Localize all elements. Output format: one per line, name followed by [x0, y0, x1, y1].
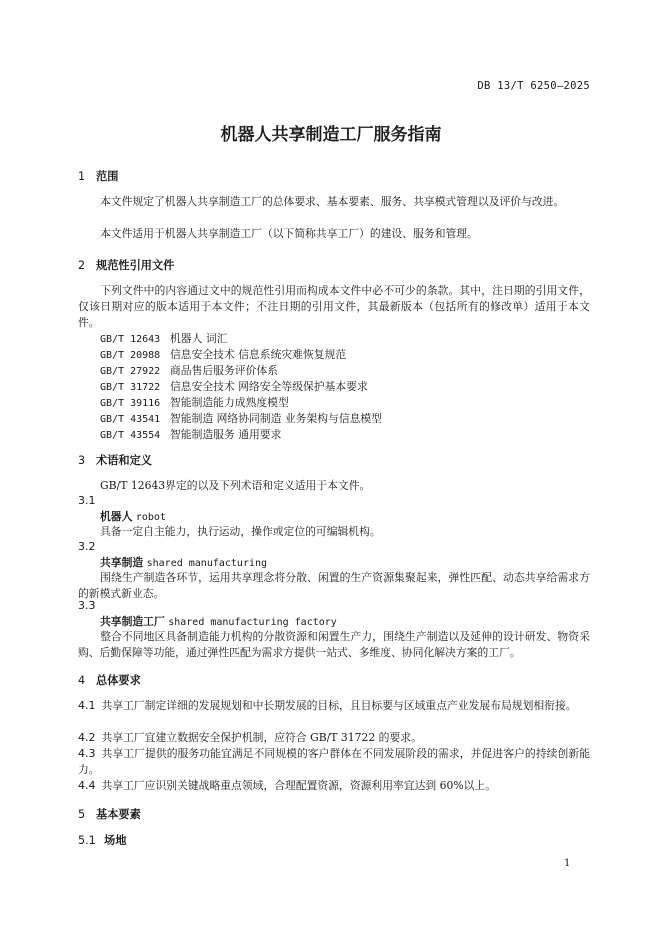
term-number: 3.3 [78, 599, 96, 612]
reference-item [100, 347, 346, 364]
reference-item [100, 379, 368, 396]
clause-item [78, 778, 590, 794]
subsection-title: 场地 [104, 834, 127, 847]
reference-title: 信息安全技术 信息系统灾难恢复规范 [170, 348, 347, 361]
scope-paragraph-1: 本文件规定了机器人共享制造工厂的总体要求、基本要素、服务、共享模式管理以及评价与改进。 [100, 195, 565, 208]
term-definition: 具备一定自主能力，执行运动，操作或定位的可编辑机构。 [100, 525, 381, 538]
clause-text: 共享工厂应识别关键战略重点领域，合理配置资源，资源利用率宜达到 60%以上。 [101, 779, 497, 792]
clause-item [78, 698, 590, 714]
terms-intro: GB/T 12643界定的以及下列术语和定义适用于本文件。 [100, 479, 371, 492]
section-number: 4 [78, 674, 86, 687]
reference-code: GB/T 43554 [100, 430, 161, 441]
normative-intro: 下列文件中的内容通过文中的规范性引用而构成本文件中必不可少的条款。其中，注日期的引用文件，仅该日期对应的版本适用于本文件；不注日期的引用文件，其最新版本（包括所有的修改单）适用于本文件。 [78, 284, 590, 329]
clause-item [78, 730, 590, 746]
term-name: 共享制造 shared manufacturing [100, 556, 268, 569]
section-3-heading [78, 452, 152, 468]
reference-title: 智能制造能力成熟度模型 [170, 396, 289, 409]
clause-text: 共享工厂提供的服务功能宜满足不同规模的客户群体在不同发展阶段的需求，并促进客户的持续创新能力。 [78, 747, 590, 776]
scope-paragraph-2: 本文件适用于机器人共享制造工厂（以下简称共享工厂）的建设、服务和管理。 [100, 227, 478, 240]
clause-text: 共享工厂制定详细的发展规划和中长期发展的目标，且目标要与区域重点产业发展布局规划相衔接。 [101, 699, 577, 712]
section-title: 基本要素 [96, 808, 141, 821]
reference-title: 信息安全技术 网络安全等级保护基本要求 [170, 380, 368, 393]
reference-title: 智能制造 网络协同制造 业务架构与信息模型 [170, 412, 383, 425]
reference-item [100, 363, 278, 380]
term-name: 机器人 robot [100, 510, 166, 523]
clause-number: 4.2 [78, 731, 96, 744]
section-number: 1 [78, 170, 86, 183]
reference-code: GB/T 20988 [100, 350, 161, 361]
reference-item [100, 395, 289, 412]
clause-number: 4.4 [78, 779, 96, 792]
reference-title: 商品售后服务评价体系 [170, 364, 278, 377]
section-number: 2 [78, 259, 86, 272]
section-title: 范围 [96, 170, 119, 183]
reference-item [100, 331, 227, 348]
reference-code: GB/T 27922 [100, 366, 161, 377]
reference-code: GB/T 31722 [100, 382, 161, 393]
reference-code: GB/T 39116 [100, 398, 161, 409]
term-definition: 整合不同地区具备制造能力机构的分散资源和闲置生产力，围绕生产制造以及延伸的设计研发、物资采购、后勤保障等功能，通过弹性匹配为需求方提供一站式、多维度、协同化解决方案的工厂。 [78, 630, 590, 659]
term-number: 3.1 [78, 494, 96, 507]
section-1-heading [78, 168, 118, 184]
reference-title: 智能制造服务 通用要求 [170, 428, 282, 441]
page-title: 机器人共享制造工厂服务指南 [220, 125, 442, 145]
section-number: 5 [78, 808, 86, 821]
section-4-heading [78, 672, 141, 688]
clause-number: 4.3 [78, 747, 96, 760]
term-number: 3.2 [78, 540, 96, 553]
section-number: 3 [78, 454, 86, 467]
term-definition: 围绕生产制造各环节，运用共享理念将分散、闲置的生产资源集聚起来，弹性匹配、动态共享给需求方的新模式新业态。 [78, 571, 590, 600]
section-title: 总体要求 [96, 674, 141, 687]
reference-item [100, 411, 382, 428]
clause-number: 4.1 [78, 699, 96, 712]
section-5-heading [78, 806, 141, 822]
section-title: 术语和定义 [96, 454, 152, 467]
clause-text: 共享工厂宜建立数据安全保护机制，应符合 GB/T 31722 的要求。 [101, 731, 422, 744]
page-number: 1 [564, 858, 571, 869]
subsection-number: 5.1 [78, 834, 96, 847]
clause-item [78, 746, 590, 778]
reference-title: 机器人 词汇 [170, 332, 228, 345]
term-name: 共享制造工厂 shared manufacturing factory [100, 615, 337, 628]
subsection-5-1-heading [78, 832, 126, 848]
reference-code: GB/T 43541 [100, 414, 161, 425]
section-2-heading [78, 257, 174, 273]
document-number: DB 13/T 6250—2025 [477, 80, 590, 92]
reference-code: GB/T 12643 [100, 334, 161, 345]
section-title: 规范性引用文件 [96, 259, 175, 272]
reference-item [100, 427, 281, 444]
